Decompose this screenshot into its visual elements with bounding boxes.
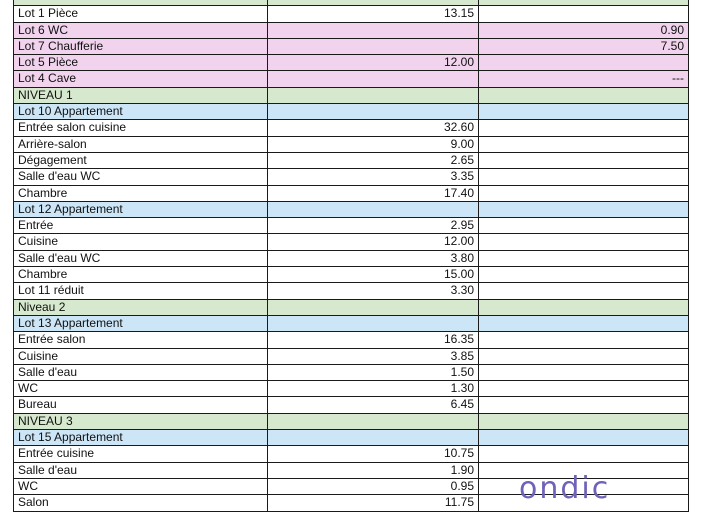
room-label-cell: Lot 11 réduit [13,283,267,298]
surface-value-cell: 3.35 [267,169,478,184]
room-label-cell: Chambre [13,267,267,282]
table-row [13,104,689,120]
table-row [13,137,689,153]
other-value-cell [478,365,689,380]
room-label-cell: Arrière-salon [13,137,267,152]
room-label-cell: Entrée salon cuisine [13,120,267,135]
other-value-cell [478,218,689,233]
table-row [13,186,689,202]
surface-value-cell [267,430,478,445]
other-value-cell [478,153,689,168]
other-value-cell [478,332,689,347]
surface-value-cell: 1.50 [267,365,478,380]
other-value-cell [478,88,689,103]
room-label-cell: Niveau 2 [13,300,267,315]
room-label-cell: Lot 6 WC [13,23,267,38]
room-label-cell: Entrée [13,218,267,233]
surface-value-cell: 13.15 [267,6,478,21]
room-label-cell: Lot 1 Pièce [13,6,267,21]
surface-value-cell: 2.65 [267,153,478,168]
room-label-cell: Dégagement [13,153,267,168]
room-label-cell: Entrée cuisine [13,446,267,461]
table-row [13,39,689,55]
surface-value-cell: 10.75 [267,446,478,461]
table-row [13,381,689,397]
table-row [13,55,689,71]
surface-value-cell: 11.75 [267,495,478,510]
other-value-cell [478,6,689,21]
surface-value-cell [267,39,478,54]
room-label-cell: Lot 10 Appartement [13,104,267,119]
surface-value-cell: 0.95 [267,479,478,494]
room-label-cell: Bureau [13,397,267,412]
table-row [13,365,689,381]
surface-value-cell [267,202,478,217]
other-value-cell [478,0,689,5]
room-label-cell: WC [13,381,267,396]
other-value-cell [478,104,689,119]
surface-value-cell: 6.45 [267,397,478,412]
room-label-cell: Salle d'eau WC [13,251,267,266]
surface-value-cell: 32.60 [267,120,478,135]
table-row [13,397,689,413]
surface-value-cell: 12.00 [267,234,478,249]
room-label-cell: Entrée salon [13,332,267,347]
other-value-cell [478,446,689,461]
other-value-cell: 0.90 [478,23,689,38]
other-value-cell [478,202,689,217]
surface-value-cell: 17.40 [267,186,478,201]
room-label-cell: Salle d'eau WC [13,169,267,184]
surface-value-cell [267,414,478,429]
table-row [13,446,689,462]
surface-value-cell [267,23,478,38]
table-row [13,251,689,267]
room-label-cell: WC [13,479,267,494]
other-value-cell [478,120,689,135]
table-row [13,349,689,365]
table-row [13,6,689,22]
table-row [13,316,689,332]
room-label-cell: Chambre [13,186,267,201]
surface-value-cell: 9.00 [267,137,478,152]
other-value-cell [478,55,689,70]
table-row [13,88,689,104]
table-row [13,71,689,87]
table-row [13,267,689,283]
table-row [13,153,689,169]
table-row [13,23,689,39]
room-label-cell: Lot 7 Chaufferie [13,39,267,54]
other-value-cell [478,430,689,445]
table-row [13,332,689,348]
other-value-cell [478,267,689,282]
table-row [13,283,689,299]
surface-value-cell: 15.00 [267,267,478,282]
table-row [13,234,689,250]
surface-value-cell: 16.35 [267,332,478,347]
other-value-cell [478,300,689,315]
other-value-cell [478,169,689,184]
room-label-cell: Lot 4 Cave [13,71,267,86]
other-value-cell [478,349,689,364]
surface-value-cell: 3.80 [267,251,478,266]
other-value-cell [478,381,689,396]
surface-value-cell [267,316,478,331]
surface-value-cell [267,104,478,119]
table-row [13,120,689,136]
surface-value-cell [267,0,478,5]
table-row [13,300,689,316]
surface-value-cell [267,300,478,315]
other-value-cell: 7.50 [478,39,689,54]
room-label-cell: Salon [13,495,267,510]
table-row [13,202,689,218]
surface-value-cell [267,88,478,103]
other-value-cell: --- [478,71,689,86]
surface-value-cell: 3.30 [267,283,478,298]
table-row [13,430,689,446]
surface-value-cell: 12.00 [267,55,478,70]
table-row [13,414,689,430]
room-label-cell: Cuisine [13,234,267,249]
table-row [13,169,689,185]
other-value-cell [478,234,689,249]
table-row [13,218,689,234]
room-label-cell: Lot 12 Appartement [13,202,267,217]
room-label-cell: NIVEAU 3 [13,414,267,429]
surface-table [13,0,689,512]
room-label-cell: Lot 5 Pièce [13,55,267,70]
room-label-cell: Lot 15 Appartement [13,430,267,445]
other-value-cell [478,137,689,152]
room-label-cell: Salle d'eau [13,463,267,478]
surface-value-cell: 1.90 [267,463,478,478]
other-value-cell [478,186,689,201]
surface-value-cell: 2.95 [267,218,478,233]
other-value-cell [478,414,689,429]
other-value-cell [478,316,689,331]
room-label-cell: Cuisine [13,349,267,364]
watermark-logo: ondic [519,471,611,506]
room-label-cell [13,0,267,5]
room-label-cell: NIVEAU 1 [13,88,267,103]
room-label-cell: Lot 13 Appartement [13,316,267,331]
room-label-cell: Salle d'eau [13,365,267,380]
surface-value-cell: 1.30 [267,381,478,396]
other-value-cell [478,397,689,412]
surface-value-cell [267,71,478,86]
other-value-cell [478,283,689,298]
other-value-cell [478,251,689,266]
surface-value-cell: 3.85 [267,349,478,364]
